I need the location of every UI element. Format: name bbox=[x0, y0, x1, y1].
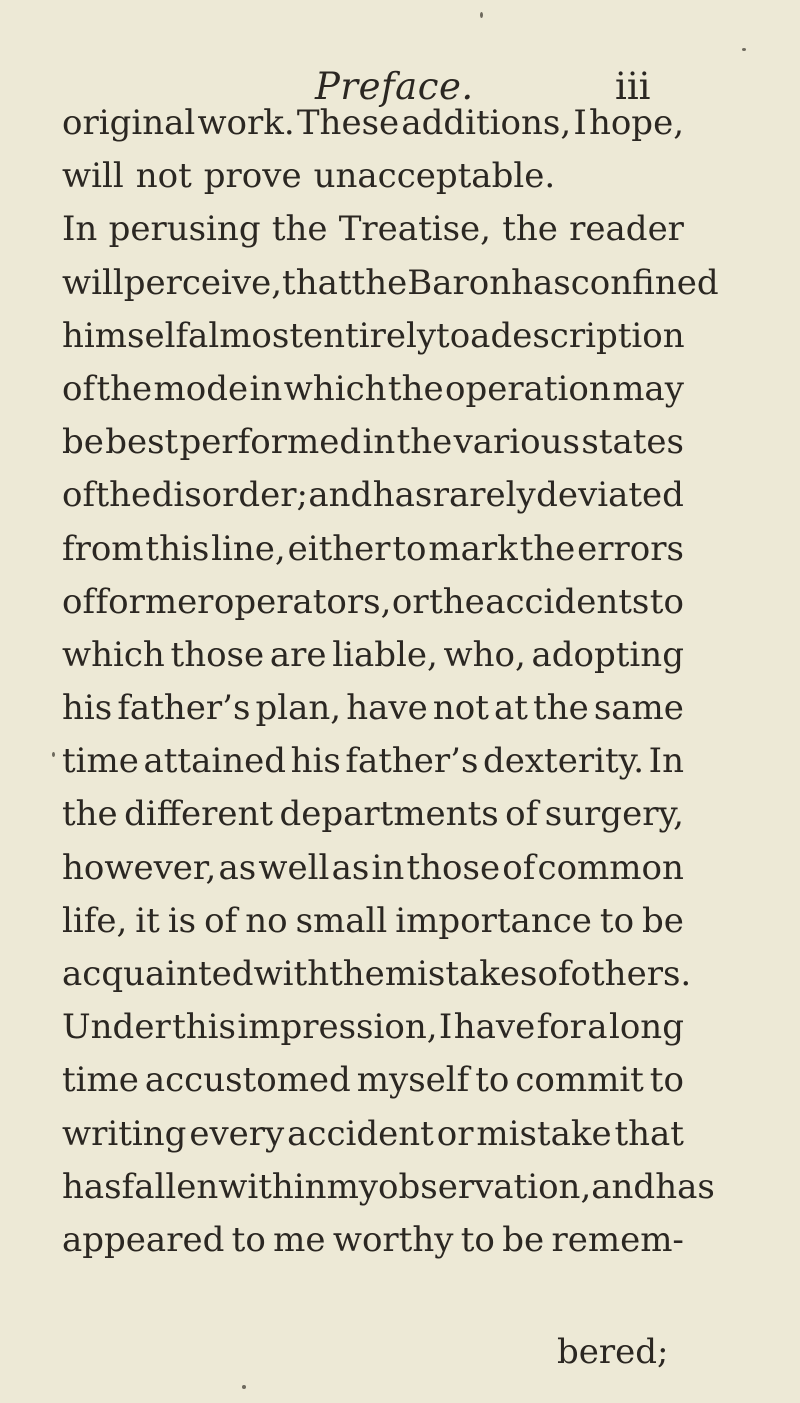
text-line bbox=[62, 629, 684, 682]
word: mark bbox=[428, 528, 518, 569]
text-line bbox=[62, 469, 684, 522]
text-line bbox=[62, 1054, 684, 1107]
word: Treatise, bbox=[338, 209, 491, 250]
word: with bbox=[253, 954, 330, 994]
word: himself bbox=[62, 315, 189, 356]
word: the bbox=[351, 262, 408, 303]
word: of bbox=[62, 368, 96, 409]
word: as bbox=[218, 847, 257, 888]
word: has bbox=[655, 1166, 715, 1207]
word: liable, bbox=[332, 634, 438, 675]
word: has bbox=[62, 1166, 122, 1207]
word: same bbox=[593, 688, 684, 729]
word: worthy bbox=[332, 1219, 454, 1260]
text-line bbox=[62, 1001, 684, 1054]
text-line bbox=[62, 310, 684, 363]
word: common bbox=[537, 847, 684, 888]
word: have bbox=[346, 688, 428, 729]
word: are bbox=[269, 634, 327, 675]
word: to bbox=[436, 315, 471, 356]
word: will bbox=[62, 262, 124, 303]
word: a bbox=[470, 315, 491, 356]
word: best bbox=[105, 422, 179, 463]
word: not bbox=[432, 688, 489, 729]
text-line bbox=[62, 523, 684, 576]
word: mistake bbox=[476, 1113, 612, 1154]
word: every bbox=[189, 1113, 285, 1154]
word: life, bbox=[62, 900, 128, 941]
word: work. bbox=[197, 103, 295, 143]
text-line bbox=[62, 948, 692, 1001]
word: performed bbox=[179, 422, 362, 463]
word: confined bbox=[570, 262, 719, 303]
word: writing bbox=[62, 1113, 187, 1154]
running-title: Preface. bbox=[315, 65, 474, 108]
word: not bbox=[135, 156, 192, 197]
word: which bbox=[62, 634, 165, 675]
page-number: iii bbox=[615, 65, 651, 108]
word: surgery, bbox=[544, 794, 684, 835]
word: the bbox=[95, 475, 152, 516]
word: reader bbox=[569, 209, 684, 250]
word: plan, bbox=[255, 688, 342, 729]
paper-speck bbox=[742, 48, 746, 51]
word: to bbox=[599, 900, 635, 941]
word: line, bbox=[211, 528, 286, 569]
word: myself bbox=[356, 1060, 470, 1101]
word: father’s bbox=[345, 741, 479, 782]
word: additions, bbox=[401, 103, 572, 143]
word: is bbox=[167, 900, 197, 941]
word: In bbox=[648, 741, 684, 782]
word: have bbox=[453, 1007, 536, 1048]
word: within bbox=[218, 1166, 327, 1207]
word: accustomed bbox=[144, 1060, 351, 1101]
word: time bbox=[62, 1060, 139, 1101]
word: his bbox=[290, 741, 341, 782]
word: rarely bbox=[432, 475, 536, 516]
text-line bbox=[62, 842, 684, 895]
word: impression, bbox=[237, 1007, 438, 1048]
word: which bbox=[283, 368, 387, 409]
word: a bbox=[587, 1007, 608, 1048]
word: may bbox=[612, 368, 684, 409]
word: of bbox=[62, 475, 96, 516]
word: These bbox=[296, 103, 400, 143]
word: or bbox=[436, 1113, 474, 1154]
word: hope, bbox=[588, 103, 684, 143]
word: the bbox=[502, 209, 558, 250]
word: others. bbox=[570, 954, 692, 994]
text-line bbox=[62, 416, 684, 469]
word: importance bbox=[395, 900, 592, 941]
word: fallen bbox=[121, 1166, 219, 1207]
word: different bbox=[124, 794, 274, 835]
word: long bbox=[608, 1007, 684, 1048]
word: departments bbox=[279, 794, 499, 835]
word: this bbox=[145, 528, 210, 569]
body-text bbox=[62, 97, 719, 1267]
word: the bbox=[62, 794, 118, 835]
word: well bbox=[258, 847, 330, 888]
word: small bbox=[295, 900, 388, 941]
word: of bbox=[204, 900, 238, 941]
word: the bbox=[533, 688, 589, 729]
text-line bbox=[62, 257, 719, 310]
word: will bbox=[62, 156, 124, 197]
paper-speck bbox=[242, 1385, 246, 1389]
word: at bbox=[493, 688, 528, 729]
word: those bbox=[406, 847, 501, 888]
word: it bbox=[135, 900, 160, 941]
word: almost bbox=[188, 315, 304, 356]
word: this bbox=[172, 1007, 236, 1048]
word: time bbox=[62, 741, 139, 782]
word: has bbox=[372, 475, 433, 516]
word: has bbox=[511, 262, 571, 303]
word: to bbox=[649, 1060, 684, 1101]
word: however, bbox=[62, 847, 217, 888]
word: the bbox=[329, 954, 385, 994]
word: the bbox=[519, 528, 576, 569]
text-line bbox=[62, 735, 684, 788]
word: operators, bbox=[213, 581, 392, 622]
text-line bbox=[62, 1214, 684, 1267]
word: former bbox=[95, 581, 214, 622]
word: appeared bbox=[62, 1219, 225, 1260]
paper-speck bbox=[52, 752, 55, 757]
word: his bbox=[62, 688, 113, 729]
word: and bbox=[591, 1166, 656, 1207]
word: perusing bbox=[108, 209, 261, 250]
catchword: bered; bbox=[557, 1332, 669, 1372]
word: unacceptable. bbox=[313, 156, 556, 197]
word: my bbox=[326, 1166, 379, 1207]
word: for bbox=[536, 1007, 586, 1048]
text-line bbox=[62, 895, 684, 948]
word: original bbox=[62, 103, 196, 143]
word: to bbox=[475, 1060, 510, 1101]
word: errors bbox=[577, 528, 684, 569]
word: to bbox=[460, 1219, 495, 1260]
word: perceive, bbox=[123, 262, 283, 303]
word: attained bbox=[143, 741, 286, 782]
text-line bbox=[62, 363, 684, 416]
paper-speck bbox=[480, 12, 483, 18]
word: the bbox=[396, 422, 453, 463]
word: adopting bbox=[531, 634, 684, 675]
word: who, bbox=[443, 634, 526, 675]
word: mistakes bbox=[384, 954, 538, 994]
word: be bbox=[502, 1219, 545, 1260]
word: disorder; bbox=[151, 475, 308, 516]
word: be bbox=[642, 900, 684, 941]
word: mode bbox=[153, 368, 249, 409]
word: remem- bbox=[551, 1219, 684, 1260]
word: in bbox=[362, 422, 396, 463]
word: from bbox=[62, 528, 144, 569]
word: Under bbox=[62, 1007, 171, 1048]
word: the bbox=[271, 209, 328, 250]
word: I bbox=[438, 1007, 453, 1048]
word: that bbox=[614, 1113, 684, 1154]
word: no bbox=[245, 900, 288, 941]
text-line bbox=[62, 682, 684, 735]
word: either bbox=[287, 528, 391, 569]
word: operation bbox=[445, 368, 611, 409]
word: of bbox=[505, 794, 539, 835]
text-line bbox=[62, 203, 684, 256]
word: I bbox=[573, 103, 587, 143]
word: commit bbox=[515, 1060, 644, 1101]
word: In bbox=[62, 209, 98, 250]
word: me bbox=[273, 1219, 326, 1260]
word: or bbox=[391, 581, 429, 622]
word: of bbox=[537, 954, 571, 994]
word: Baron bbox=[407, 262, 512, 303]
word: in bbox=[371, 847, 405, 888]
text-line bbox=[62, 576, 684, 629]
word: acquainted bbox=[62, 954, 254, 994]
word: of bbox=[502, 847, 536, 888]
text-line bbox=[62, 788, 684, 841]
word: description bbox=[490, 315, 685, 356]
word: deviated bbox=[536, 475, 684, 516]
word: father’s bbox=[117, 688, 251, 729]
text-line bbox=[62, 97, 684, 150]
word: be bbox=[62, 422, 104, 463]
word: the bbox=[96, 368, 153, 409]
word: of bbox=[62, 581, 96, 622]
word: states bbox=[581, 422, 684, 463]
word: in bbox=[249, 368, 283, 409]
word: to bbox=[649, 581, 684, 622]
word: and bbox=[308, 475, 373, 516]
word: observation, bbox=[378, 1166, 592, 1207]
word: to bbox=[231, 1219, 266, 1260]
word: accidents bbox=[485, 581, 650, 622]
word: that bbox=[282, 262, 352, 303]
word: accident bbox=[287, 1113, 434, 1154]
word: the bbox=[429, 581, 485, 622]
word: the bbox=[387, 368, 444, 409]
word: entirely bbox=[303, 315, 437, 356]
text-line bbox=[62, 1108, 684, 1161]
text-line bbox=[62, 150, 684, 203]
word: dexterity. bbox=[482, 741, 645, 782]
word: prove bbox=[203, 156, 302, 197]
word: to bbox=[392, 528, 427, 569]
text-line bbox=[62, 1161, 715, 1214]
word: those bbox=[170, 634, 265, 675]
word: as bbox=[331, 847, 370, 888]
word: various bbox=[453, 422, 580, 463]
